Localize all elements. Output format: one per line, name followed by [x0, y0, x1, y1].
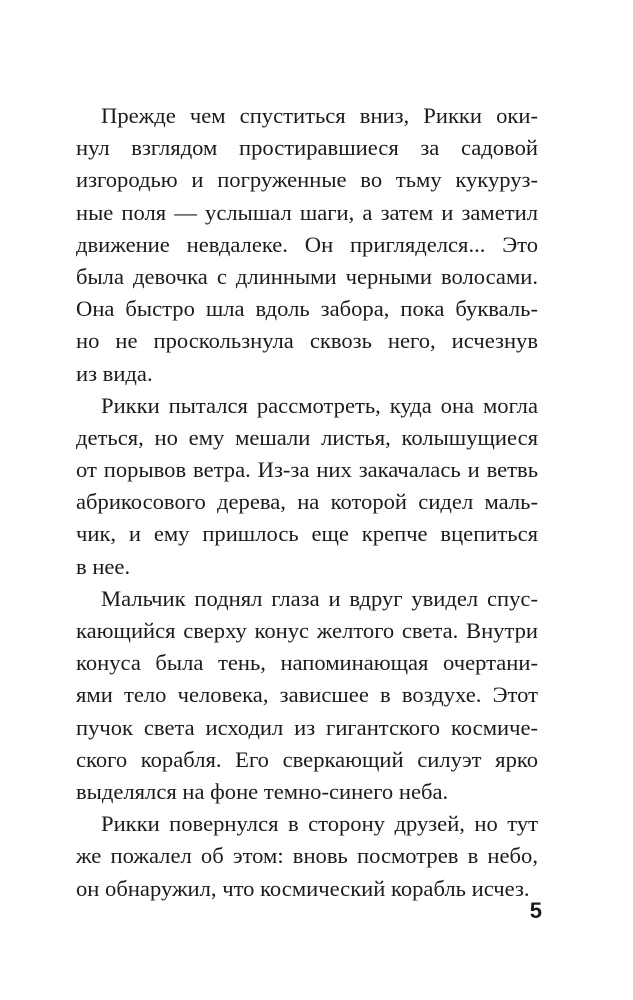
text-line: Рикки пытался рассмотреть, куда она могла	[101, 392, 538, 418]
paragraph-4	[76, 808, 538, 905]
text-line: он обнаружил, что космический корабль исчез.	[76, 875, 530, 901]
text-line: Прежде чем спуститься вниз, Рикки оки-	[101, 103, 538, 128]
text-line: Рикки повернулся в сторону друзей, но тут	[101, 811, 538, 837]
paragraph-3	[76, 583, 538, 808]
text-line: же пожалел об этом: вновь посмотрев в небо,	[76, 843, 538, 869]
paragraph-1	[76, 100, 538, 390]
text-line: в нее.	[76, 553, 131, 579]
body-text	[76, 100, 538, 905]
text-line: пучок света исходил из гигантского космиче-	[76, 714, 538, 740]
text-line: от порывов ветра. Из-за них закачалась и ветвь	[76, 457, 538, 483]
text-line: из вида.	[76, 360, 153, 386]
text-line: нул взглядом простиравшиеся за садовой	[76, 135, 538, 161]
text-line: движение невдалеке. Он пригляделся... Это	[76, 231, 538, 257]
text-line: выделялся на фоне темно-синего неба.	[76, 778, 449, 804]
paragraph-2	[76, 390, 538, 583]
text-line: ями тело человека, зависшее в воздухе. Этот	[76, 682, 538, 708]
text-line: чик, и ему пришлось еще крепче вцепиться	[76, 521, 538, 547]
text-line: ные поля — услышал шаги, а затем и заметил	[76, 199, 538, 225]
text-line: деться, но ему мешали листья, колышущиеся	[76, 424, 538, 450]
page-number: 5	[529, 898, 542, 923]
text-line: кающийся сверху конус желтого света. Внутри	[76, 618, 538, 643]
text-line: Она быстро шла вдоль забора, пока букваль-	[76, 296, 538, 322]
text-line: была девочка с длинными черными волосами.	[76, 263, 538, 289]
text-line: ского корабля. Его сверкающий силуэт ярко	[76, 746, 538, 772]
text-line: изгородью и погруженные во тьму кукуруз-	[76, 167, 538, 193]
text-line: но не проскользнула сквозь него, исчезнув	[76, 328, 538, 354]
text-line: абрикосового дерева, на которой сидел маль-	[76, 489, 538, 515]
text-line: конуса была тень, напоминающая очертани-	[76, 650, 538, 676]
text-line: Мальчик поднял глаза и вдруг увидел спус-	[101, 585, 538, 611]
